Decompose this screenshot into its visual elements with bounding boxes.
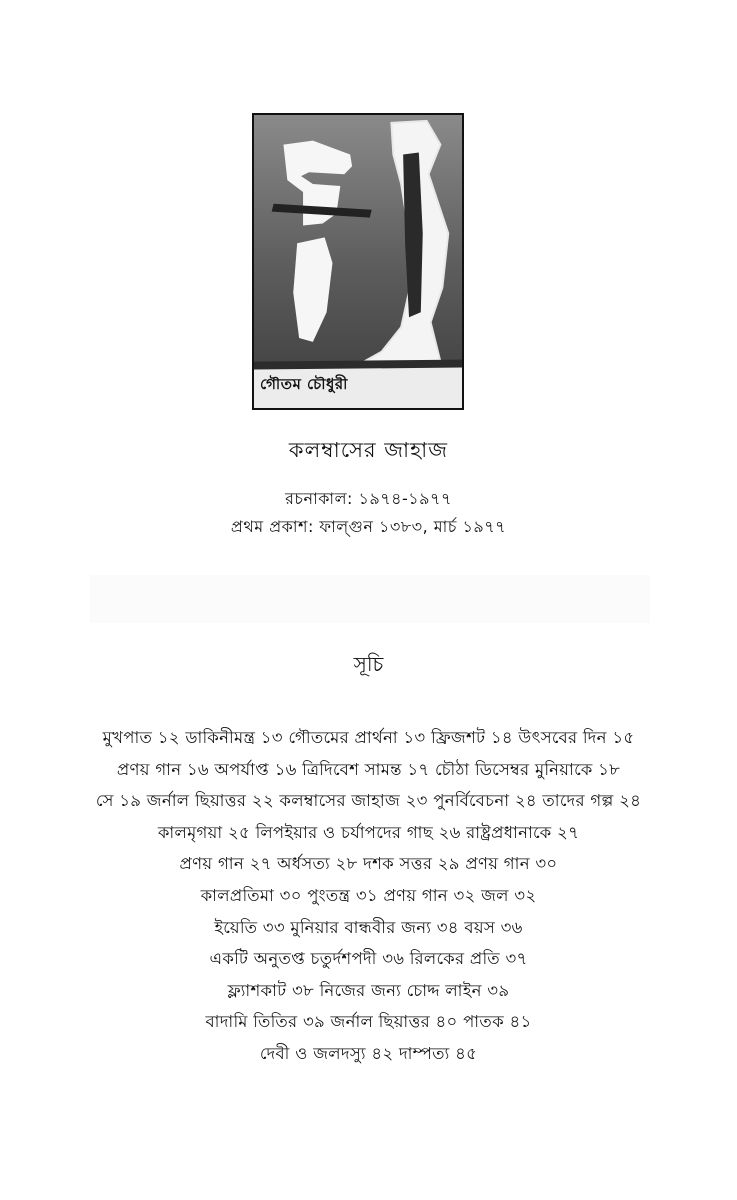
- cover-image: [252, 113, 464, 410]
- contents-line: প্রণয় গান ১৬ অপর্যাপ্ত ১৬ ত্রিদিবেশ সামন্ত ১৭ চৌঠা ডিসেম্বর মুনিয়াকে ১৮: [116, 759, 621, 779]
- cover-artwork: [254, 115, 462, 408]
- contents-line: বাদামি তিতির ৩৯ জর্নাল ছিয়াত্তর ৪০ পাতক ৪১: [205, 1012, 532, 1032]
- contents-line: কালপ্রতিমা ৩০ পুংতন্ত্র ৩১ প্রণয় গান ৩২ জল ৩২: [200, 885, 537, 905]
- contents-line: কালমৃগয়া ২৫ লিপইয়ার ও চর্যাপদের গাছ ২৬ রাষ্ট্রপ্রধানাকে ২৭: [157, 822, 580, 842]
- cover-author-name: গৌতম চৌধুরী: [260, 375, 348, 393]
- contents-line: একটি অনুতপ্ত চতুর্দশপদী ৩৬ রিলকের প্রতি ৩৭: [209, 949, 528, 969]
- contents-line: দেবী ও জলদস্যু ৪২ দাম্পত্য ৪৫: [259, 1043, 478, 1063]
- contents-line: মুখপাত ১২ ডাকিনীমন্ত্র ১৩ গৌতমের প্রার্থনা ১৩ ফ্রিজশট ১৪ উৎসবের দিন ১৫: [102, 728, 635, 747]
- contents-list: [0, 722, 737, 1070]
- contents-line: সে ১৯ জর্নাল ছিয়াত্তর ২২ কলম্বাসের জাহাজ ২৩ পুনর্বিবেচনা ২৪ তাদের গল্প ২৪: [95, 791, 642, 811]
- contents-line: ইয়েতি ৩৩ মুনিয়ার বান্ধবীর জন্য ৩৪ বয়স ৩৬: [214, 917, 523, 937]
- first-publication: প্রথম প্রকাশ: ফাল্গুন ১৩৮৩, মার্চ ১৯৭৭: [230, 517, 507, 536]
- faded-text-band: [90, 575, 650, 623]
- contents-line: প্রণয় গান ২৭ অর্ধসত্য ২৮ দশক সত্তর ২৯ প্রণয় গান ৩০: [179, 854, 558, 874]
- contents-line: ফ্ল্যাশকাট ৩৮ নিজের জন্য চোদ্দ লাইন ৩৯: [227, 980, 510, 1000]
- contents-heading: সূচি: [353, 652, 384, 676]
- book-title: কলম্বাসের জাহাজ: [288, 438, 449, 462]
- composition-period: রচনাকাল: ১৯৭৪-১৯৭৭: [285, 489, 452, 508]
